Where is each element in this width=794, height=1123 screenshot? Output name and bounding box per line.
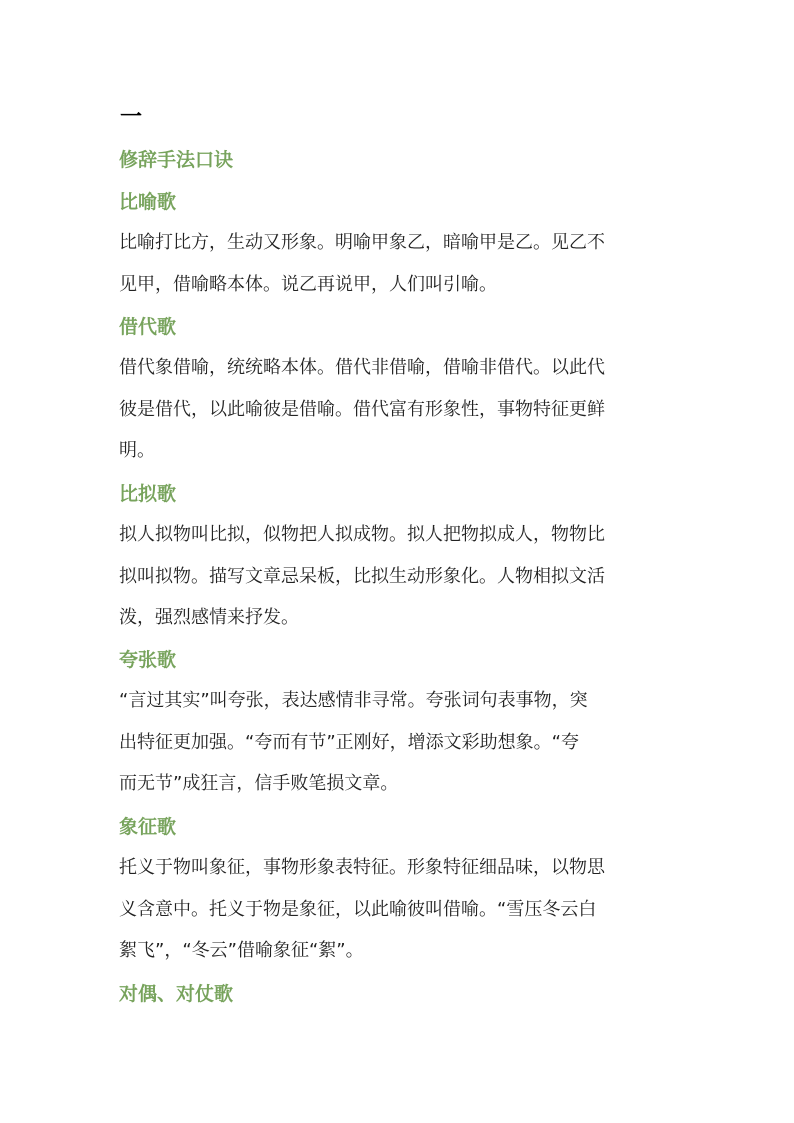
text-line: 义含意中。托义于物是象征，以此喻彼叫借喻。“雪压冬云白 [119, 898, 597, 920]
text-line: 借代象借喻，统统略本体。借代非借喻，借喻非借代。以此代 [119, 357, 605, 378]
section-text-hyperbole [119, 680, 679, 805]
section-heading-hyperbole: 夸张歌 [119, 649, 177, 671]
text-line: “言过其实”叫夸张，表达感情非寻常。夸张词句表事物，突 [119, 690, 588, 711]
text-line: 出特征更加强。“夸而有节”正刚好，增添文彩助想象。“夸 [119, 731, 579, 753]
text-line: 拟叫拟物。描写文章忌呆板，比拟生动形象化。人物相拟文活 [119, 565, 605, 587]
section-heading-symbolism: 象征歌 [119, 816, 177, 838]
section-text-personification [119, 514, 679, 639]
text-line: 而无节”成狂言，信手败笔损文章。 [119, 773, 399, 794]
section-text-simile [119, 222, 679, 305]
page-title: 修辞手法口诀 [119, 149, 234, 171]
text-line: 托义于物叫象征，事物形象表特征。形象特征细品味，以物思 [119, 857, 605, 878]
text-line: 泼，强烈感情来抒发。 [119, 607, 299, 628]
text-line: 絮飞”，“冬云”借喻象征“絮”。 [119, 940, 364, 961]
section-heading-antithesis: 对偶、对仗歌 [119, 983, 234, 1005]
section-number: 一 [120, 105, 143, 130]
text-line: 彼是借代，以此喻彼是借喻。借代富有形象性，事物特征更鲜 [119, 398, 605, 420]
section-text-metonymy [119, 347, 679, 472]
text-line: 见甲，借喻略本体。说乙再说甲，人们叫引喻。 [119, 273, 497, 295]
text-line: 拟人拟物叫比拟，似物把人拟成物。拟人把物拟成人，物物比 [119, 524, 605, 545]
section-heading-metonymy: 借代歌 [119, 316, 177, 338]
section-heading-personification: 比拟歌 [119, 483, 177, 505]
section-heading-simile: 比喻歌 [119, 191, 177, 213]
text-line: 明。 [119, 440, 155, 461]
text-line: 比喻打比方，生动又形象。明喻甲象乙，暗喻甲是乙。见乙不 [119, 232, 605, 253]
section-text-symbolism [119, 847, 679, 972]
